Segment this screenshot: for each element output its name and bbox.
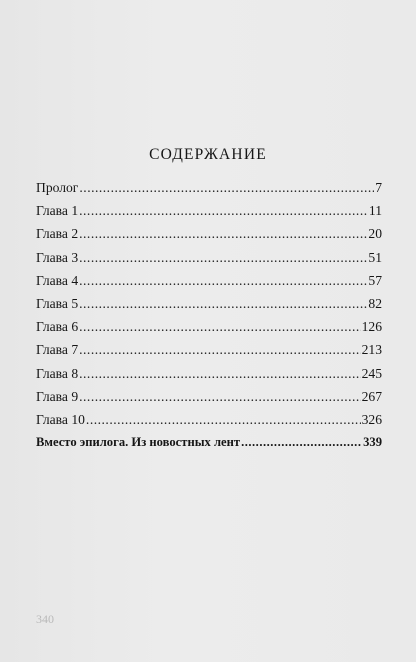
toc-entry-title: Глава 10: [36, 411, 85, 427]
toc-leader-dots: [86, 412, 361, 428]
toc-leader-dots: [79, 366, 360, 382]
toc-entry-chapter-5: [36, 296, 382, 319]
toc-entry-title: Глава 2: [36, 226, 79, 242]
toc-entry-title: Глава 1: [36, 203, 79, 219]
toc-entry-chapter-9: [36, 389, 382, 412]
toc-entry-chapter-4: [36, 273, 382, 296]
toc-leader-dots: [79, 319, 360, 335]
toc-entry-page: 126: [361, 319, 382, 335]
toc-entry-title: Глава 8: [36, 365, 79, 381]
page-number: 340: [36, 612, 54, 626]
toc-entry-page: 51: [368, 249, 382, 265]
toc-entry-page: 326: [361, 411, 382, 427]
toc-entry-page: 213: [361, 342, 382, 358]
toc-leader-dots: [79, 226, 367, 242]
toc-entry-epilogue: [36, 435, 382, 458]
toc-entry-page: 11: [368, 203, 382, 219]
toc-entry-page: 20: [368, 226, 382, 242]
toc-entry-title: Глава 5: [36, 295, 79, 311]
toc-entry-page: 7: [375, 180, 382, 195]
toc-entry-chapter-6: [36, 319, 382, 342]
toc-leader-dots: [79, 203, 368, 219]
toc-leader-dots: [79, 342, 360, 358]
toc-entry-chapter-1: [36, 203, 382, 226]
toc-entry-prologue: [36, 180, 382, 203]
toc-entry-title: Глава 6: [36, 319, 79, 335]
toc-leader-dots: [79, 296, 367, 312]
page-title: СОДЕРЖАНИЕ: [149, 146, 267, 163]
toc-entry-title: Глава 9: [36, 388, 79, 404]
toc-entry-page: 267: [361, 388, 382, 404]
toc-entry-title: Пролог: [36, 180, 79, 195]
toc-entry-title: Глава 3: [36, 249, 79, 265]
toc-list: [36, 180, 382, 458]
toc-leader-dots: [241, 435, 362, 450]
toc-leader-dots: [79, 180, 374, 196]
toc-entry-chapter-2: [36, 226, 382, 249]
toc-entry-chapter-7: [36, 342, 382, 365]
toc-entry-chapter-3: [36, 250, 382, 273]
toc-entry-title: Вместо эпилога. Из новостных лент: [36, 435, 241, 450]
toc-entry-page: 57: [368, 272, 382, 288]
toc-leader-dots: [79, 250, 367, 266]
toc-entry-page: 245: [361, 365, 382, 381]
toc-entry-page: 82: [368, 295, 382, 311]
toc-entry-title: Глава 7: [36, 342, 79, 358]
toc-entry-page: 339: [363, 435, 382, 450]
toc-entry-title: Глава 4: [36, 272, 79, 288]
toc-leader-dots: [79, 273, 367, 289]
toc-leader-dots: [79, 389, 360, 405]
toc-entry-chapter-10: [36, 412, 382, 435]
toc-entry-chapter-8: [36, 366, 382, 389]
